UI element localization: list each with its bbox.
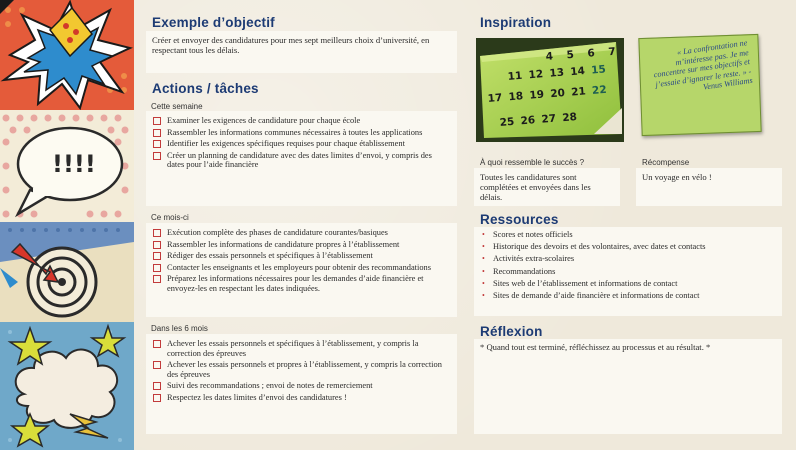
resources-box: [474, 227, 782, 316]
actions-week-list: [146, 111, 457, 170]
calendar-day: 15: [590, 63, 607, 77]
task-item: Exécution complète des phases de candidature courantes/basiques: [152, 228, 451, 238]
bullet-icon: •: [482, 254, 485, 264]
resource-item: • Historique des devoirs et des volontaires, avec dates et contacts: [480, 241, 776, 253]
section-label-6months: Dans les 6 mois: [151, 324, 208, 333]
reward-box: [636, 168, 782, 206]
calendar-day: 21: [570, 85, 587, 99]
resource-item: • Sites de demande d’aide financière et informations de contact: [480, 290, 776, 302]
checkbox[interactable]: [153, 340, 161, 348]
objective-box: [146, 31, 457, 73]
task-item: Créer un planning de candidature avec des dates limites d’envoi, y compris des dates pour l’aide financière: [152, 151, 451, 170]
checkbox[interactable]: [153, 241, 161, 249]
task-item: Respectez les dates limites d’envoi des candidatures !: [152, 393, 451, 403]
success-box: [474, 168, 620, 206]
svg-text:!!!!: !!!!: [52, 150, 96, 178]
checkbox[interactable]: [153, 129, 161, 137]
task-item: Achever les essais personnels et spécifiques à l’établissement, y compris la correction des épreuves: [152, 339, 451, 358]
checkbox[interactable]: [153, 264, 161, 272]
checkbox[interactable]: [153, 382, 161, 390]
quote-text: « La confrontation ne m’intéresse pas. Je me concentre sur mes objectifs et j’essaie d’ignorer le reste. » -Venus Williams: [653, 38, 754, 92]
comic-strip: [0, 0, 134, 450]
resources-list: [474, 227, 782, 302]
bullet-icon: •: [482, 242, 485, 252]
actions-6months-box: [146, 334, 457, 434]
explosion-icon: [0, 0, 134, 110]
calendar-day: 13: [548, 66, 565, 80]
calendar-day: 28: [561, 110, 578, 125]
reward-text: Un voyage en vélo !: [642, 172, 712, 182]
actions-6months-list: [146, 334, 457, 403]
task-item: Achever les essais personnels et propres à l’établissement, y compris la correction des épreuves: [152, 360, 451, 379]
calendar-day: 6: [586, 47, 596, 60]
bullet-icon: •: [482, 278, 485, 288]
reflection-heading: Réflexion: [480, 324, 543, 339]
calendar-image: [476, 38, 624, 142]
cloud-stars-icon: [0, 322, 134, 450]
success-label: À quoi ressemble le succès ?: [480, 158, 585, 167]
calendar-day: 19: [528, 88, 545, 102]
actions-month-box: [146, 223, 457, 317]
quote-card: [638, 34, 761, 136]
objective-text: Créer et envoyer des candidatures pour mes sept meilleurs choix d’université, en respectant tous les délais.: [152, 35, 430, 55]
calendar-day: 18: [508, 90, 524, 104]
task-item: Préparez les informations nécessaires pour les demandes d’aide financière et envoyez-les en respectant les dates indiquées.: [152, 274, 451, 293]
checkbox[interactable]: [153, 361, 161, 369]
calendar-day: 22: [591, 83, 608, 98]
task-item: Rassembler les informations de candidature propres à l’établissement: [152, 240, 451, 250]
target-arrow-icon: [0, 222, 134, 322]
section-label-week: Cette semaine: [151, 102, 203, 111]
checkbox[interactable]: [153, 229, 161, 237]
calendar-day: 11: [507, 69, 523, 83]
calendar-day: 4: [545, 50, 554, 63]
task-item: Identifier les exigences spécifiques requises pour chaque établissement: [152, 139, 451, 149]
bullet-icon: •: [482, 291, 485, 301]
actions-heading: Actions / tâches: [152, 81, 259, 96]
calendar-day: 17: [487, 91, 503, 105]
calendar-day: 25: [499, 115, 515, 129]
objective-heading: Exemple d’objectif: [152, 15, 275, 30]
actions-month-list: [146, 223, 457, 294]
checkbox[interactable]: [153, 117, 161, 125]
reward-label: Récompense: [642, 158, 690, 167]
task-item: Rédiger des essais personnels et spécifiques à l’établissement: [152, 251, 451, 261]
task-item: Suivi des recommandations ; envoi de notes de remerciement: [152, 381, 451, 391]
calendar-day: 26: [520, 114, 536, 128]
task-item: Rassembler les informations communes nécessaires à toutes les applications: [152, 128, 451, 138]
bullet-icon: •: [482, 266, 485, 276]
resources-heading: Ressources: [480, 212, 559, 227]
bullet-icon: •: [482, 230, 485, 239]
checkbox[interactable]: [153, 140, 161, 148]
reflection-text: * Quand tout est terminé, réfléchissez au processus et au résultat. *: [480, 342, 711, 352]
speech-bubble-icon: [0, 110, 134, 222]
calendar-icon: [476, 38, 624, 142]
inspiration-heading: Inspiration: [480, 15, 552, 30]
checkbox[interactable]: [153, 394, 161, 402]
task-item: Examiner les exigences de candidature pour chaque école: [152, 116, 451, 126]
calendar-day: 12: [528, 68, 544, 82]
task-item: Contacter les enseignants et les employeurs pour obtenir des recommandations: [152, 263, 451, 273]
calendar-day: 5: [566, 48, 575, 62]
section-label-month: Ce mois-ci: [151, 213, 189, 222]
resource-item: • Recommandations: [480, 266, 776, 278]
checkbox[interactable]: [153, 275, 161, 283]
success-text: Toutes les candidatures sont complétées et envoyées dans les délais.: [480, 172, 591, 202]
checkbox[interactable]: [153, 152, 161, 160]
calendar-day: 14: [569, 64, 586, 79]
resource-item: • Activités extra-scolaires: [480, 253, 776, 265]
reflection-box: [474, 339, 782, 434]
actions-week-box: [146, 111, 457, 206]
checkbox[interactable]: [153, 252, 161, 260]
resource-item: • Sites web de l’établissement et informations de contact: [480, 278, 776, 290]
calendar-day: 7: [607, 45, 617, 59]
calendar-day: 20: [549, 86, 566, 101]
resource-item: • Scores et notes officiels: [480, 229, 776, 241]
calendar-day: 27: [540, 112, 557, 126]
